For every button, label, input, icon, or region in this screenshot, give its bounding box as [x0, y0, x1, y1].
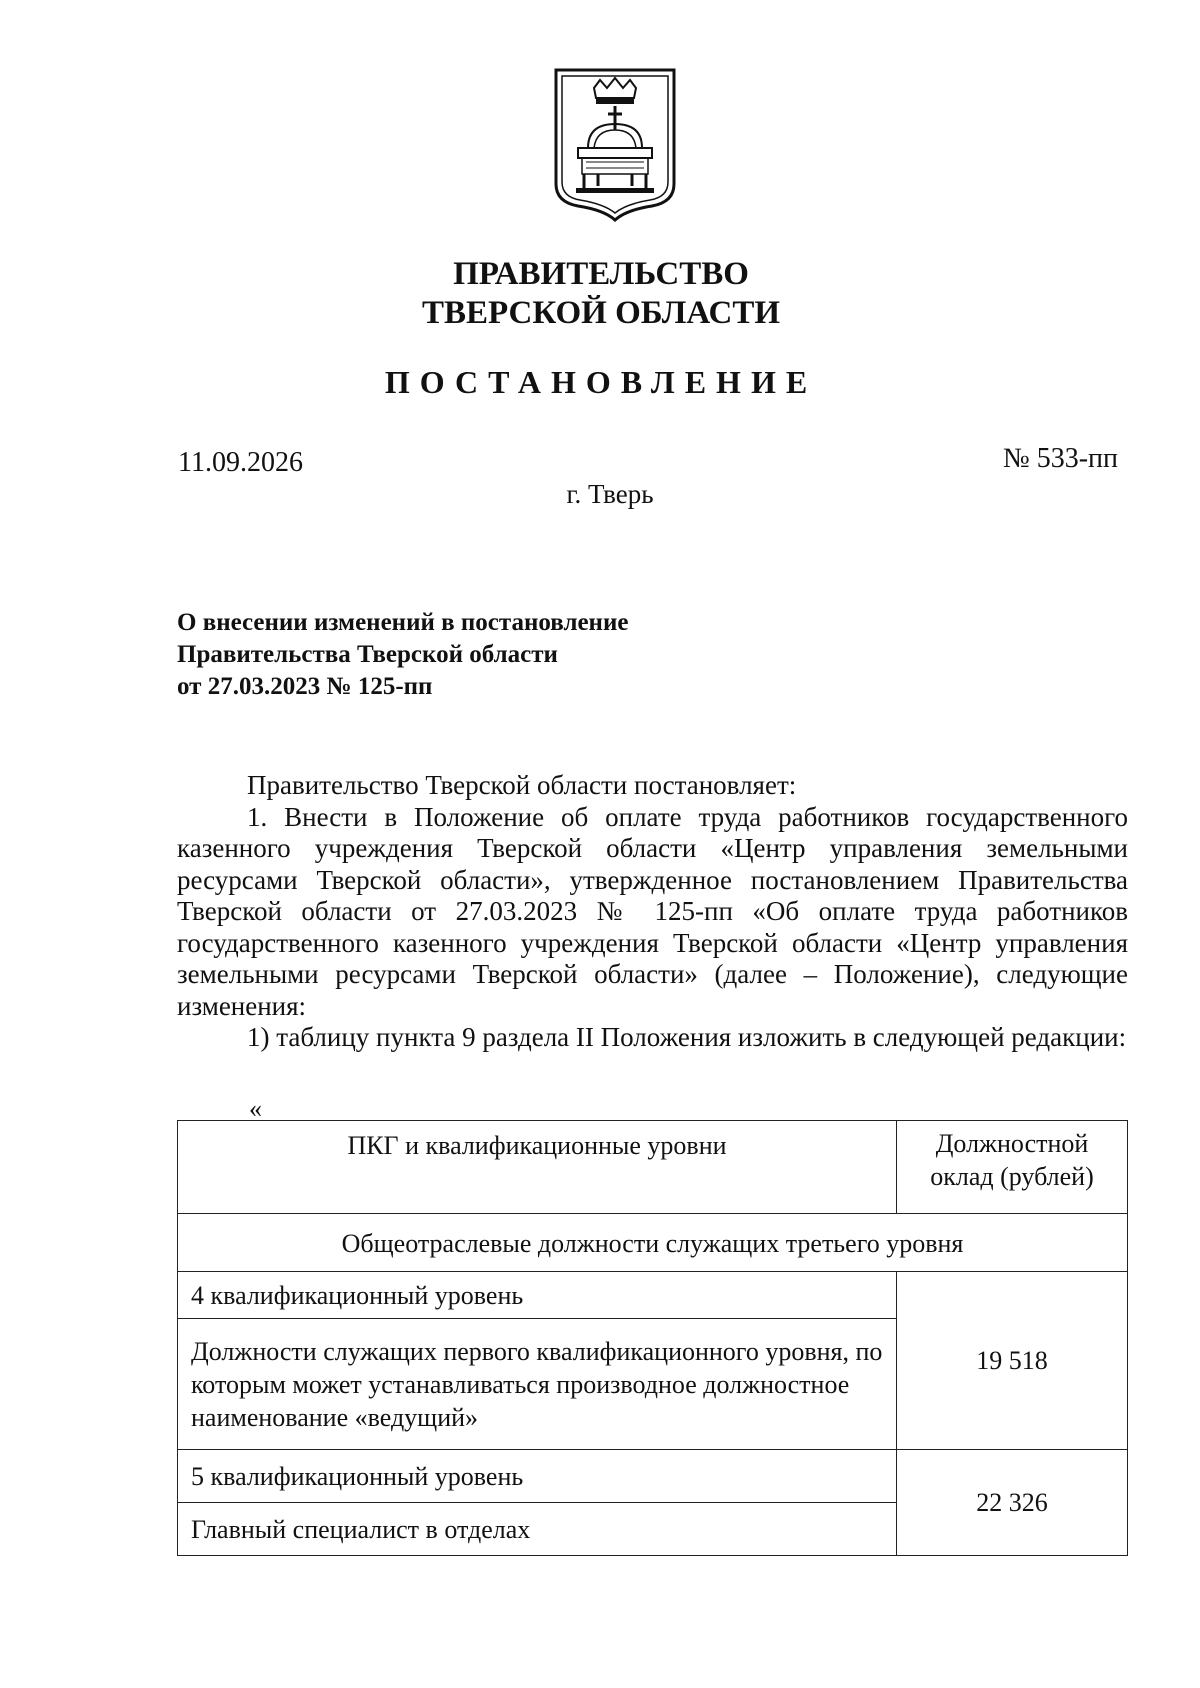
- title-line: от 27.03.2023 № 125-пп: [177, 673, 433, 700]
- table-group-row: [178, 1214, 1128, 1272]
- item-1-1-paragraph: 1) таблицу пункта 9 раздела II Положения изложить в следующей редакции:: [247, 1022, 1127, 1052]
- document-city: г. Тверь: [566, 479, 654, 509]
- document-number: № 533-пп: [1002, 443, 1118, 474]
- title-line: Правительства Тверской области: [177, 641, 558, 668]
- column-header-levels: ПКГ и квалификационные уровни: [178, 1121, 897, 1214]
- title-line: О внесении изменений в постановление: [177, 609, 629, 636]
- document-title: [177, 607, 628, 703]
- table-row: [178, 1272, 1128, 1319]
- salary-table: [177, 1120, 1128, 1556]
- document-type: ПОСТАНОВЛЕНИЕ: [384, 364, 818, 400]
- level-cell: 4 квалификационный уровень: [178, 1272, 897, 1319]
- intro-paragraph: Правительство Тверской области постановляет:: [247, 770, 797, 800]
- organization-name-line2: ТВЕРСКОЙ ОБЛАСТИ: [421, 295, 781, 331]
- table-row: [178, 1450, 1128, 1503]
- organization-name-line1: ПРАВИТЕЛЬСТВО: [453, 256, 749, 292]
- column-header-salary: Должностной оклад (рублей): [897, 1121, 1128, 1214]
- level-cell: 5 квалификационный уровень: [178, 1450, 897, 1503]
- description-cell: Главный специалист в отделах: [178, 1503, 897, 1556]
- group-title: Общеотраслевые должности служащих третьего уровня: [178, 1214, 1128, 1272]
- salary-cell: 19 518: [897, 1272, 1128, 1450]
- opening-quote-mark: «: [249, 1094, 262, 1123]
- document-body: [177, 770, 1128, 1054]
- description-cell: Должности служащих первого квалификационного уровня, по которым может устанавливаться производное должностное наименование «ведущий»: [178, 1319, 897, 1450]
- item-1-paragraph: 1. Внести в Положение об оплате труда работников государственного казенного учреждения Тверской области «Центр управления земельными ресурсами Тверской области», утвержденное постановлением Правительства Тверской области от 27.03.2023 № 125-пп «Об оплате труда работников государственного казенного учреждения Тверской области «Центр управления земельными ресурсами Тверской области» (далее – Положение), следующие изменения:: [177, 801, 1128, 1021]
- tver-coat-of-arms-icon: [552, 66, 678, 222]
- document-date: 11.09.2026: [178, 447, 303, 478]
- salary-cell: 22 326: [897, 1450, 1128, 1556]
- table-header-row: [178, 1121, 1128, 1214]
